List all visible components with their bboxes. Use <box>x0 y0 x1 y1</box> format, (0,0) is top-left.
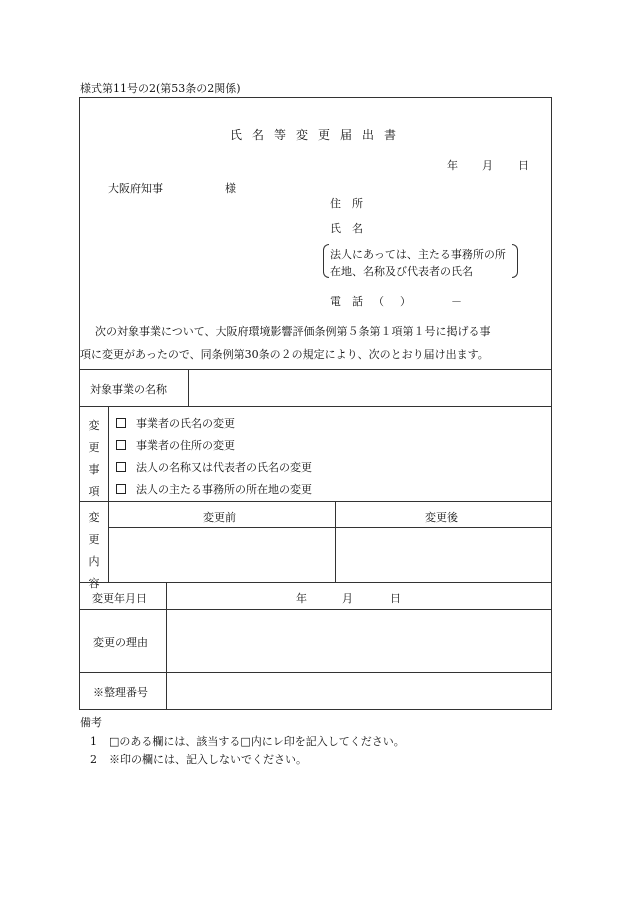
addressee-honorific: 様 <box>225 182 236 195</box>
before-field[interactable] <box>112 531 331 578</box>
date-year: 年 <box>447 159 458 172</box>
change-item-2[interactable]: 事業者の住所の変更 <box>116 437 235 453</box>
phone-close-paren: ） <box>400 295 411 308</box>
checkbox-icon[interactable] <box>116 462 126 472</box>
row-divider-date <box>79 582 552 583</box>
change-items-label: 変 更 事 項 <box>88 419 100 498</box>
row-divider-reason <box>79 609 552 610</box>
change-content-label: 変 更 内 容 <box>88 511 100 590</box>
change-item-1[interactable]: 事業者の氏名の変更 <box>116 415 235 431</box>
after-field[interactable] <box>339 531 548 578</box>
row-divider-items <box>79 406 552 407</box>
date-month: 月 <box>482 159 493 172</box>
phone-dash: － <box>451 295 462 308</box>
row-divider-before-after <box>108 527 552 528</box>
reason-field[interactable] <box>170 612 548 669</box>
after-label: 変更後 <box>425 511 458 524</box>
address-label: 住 所 <box>330 197 363 210</box>
checkbox-icon[interactable] <box>116 440 126 450</box>
row-divider-content <box>79 501 552 502</box>
note-item-2: 2 ※印の欄には、記入しないでください。 <box>90 753 307 766</box>
change-item-3[interactable]: 法人の名称又は代表者の氏名の変更 <box>116 459 312 475</box>
note-bracket-left <box>323 244 329 278</box>
project-name-field[interactable] <box>192 372 548 403</box>
note-bracket-right <box>512 244 518 278</box>
change-date-month: 月 <box>342 592 353 605</box>
ref-number-label: ※整理番号 <box>93 686 148 699</box>
ref-number-field <box>170 675 548 707</box>
change-date-year: 年 <box>296 592 307 605</box>
project-name-label: 対象事業の名称 <box>90 383 167 396</box>
addressee-name: 大阪府知事 <box>108 182 163 195</box>
before-label: 変更前 <box>203 511 236 524</box>
change-date-day: 日 <box>390 592 401 605</box>
note-line-1: 法人にあっては、主たる事務所の所 <box>330 248 506 261</box>
note-line-2: 在地、名称及び代表者の氏名 <box>330 265 473 278</box>
row-divider-ref <box>79 672 552 673</box>
notes-heading: 備考 <box>80 716 102 729</box>
change-date-label: 変更年月日 <box>92 592 147 605</box>
checkbox-icon[interactable] <box>116 484 126 494</box>
row-divider-project <box>79 369 552 370</box>
reason-label: 変更の理由 <box>93 636 148 649</box>
body-line-2: 項に変更があったので、同条例第30条の２の規定により、次のとおり届け出ます。 <box>80 348 489 361</box>
form-number: 様式第11号の2(第53条の2関係) <box>80 82 241 95</box>
col-divider-left-labels <box>108 406 109 582</box>
phone-label: 電 話 <box>330 295 363 308</box>
phone-open-paren: （ <box>373 295 384 308</box>
name-label: 氏 名 <box>330 222 363 235</box>
checkbox-icon[interactable] <box>116 418 126 428</box>
change-item-4[interactable]: 法人の主たる事務所の所在地の変更 <box>116 481 312 497</box>
date-day: 日 <box>518 159 529 172</box>
form-title: 氏名等変更届出書 <box>230 128 407 142</box>
col-divider-before-after <box>335 501 336 582</box>
note-item-1: 1 □のある欄には、該当する□内にレ印を記入してください。 <box>90 735 405 748</box>
body-line-1: 次の対象事業について、大阪府環境影響評価条例第５条第１項第１号に掲げる事 <box>95 325 491 338</box>
col-divider-lower <box>166 582 167 710</box>
col-divider-project <box>188 369 189 406</box>
